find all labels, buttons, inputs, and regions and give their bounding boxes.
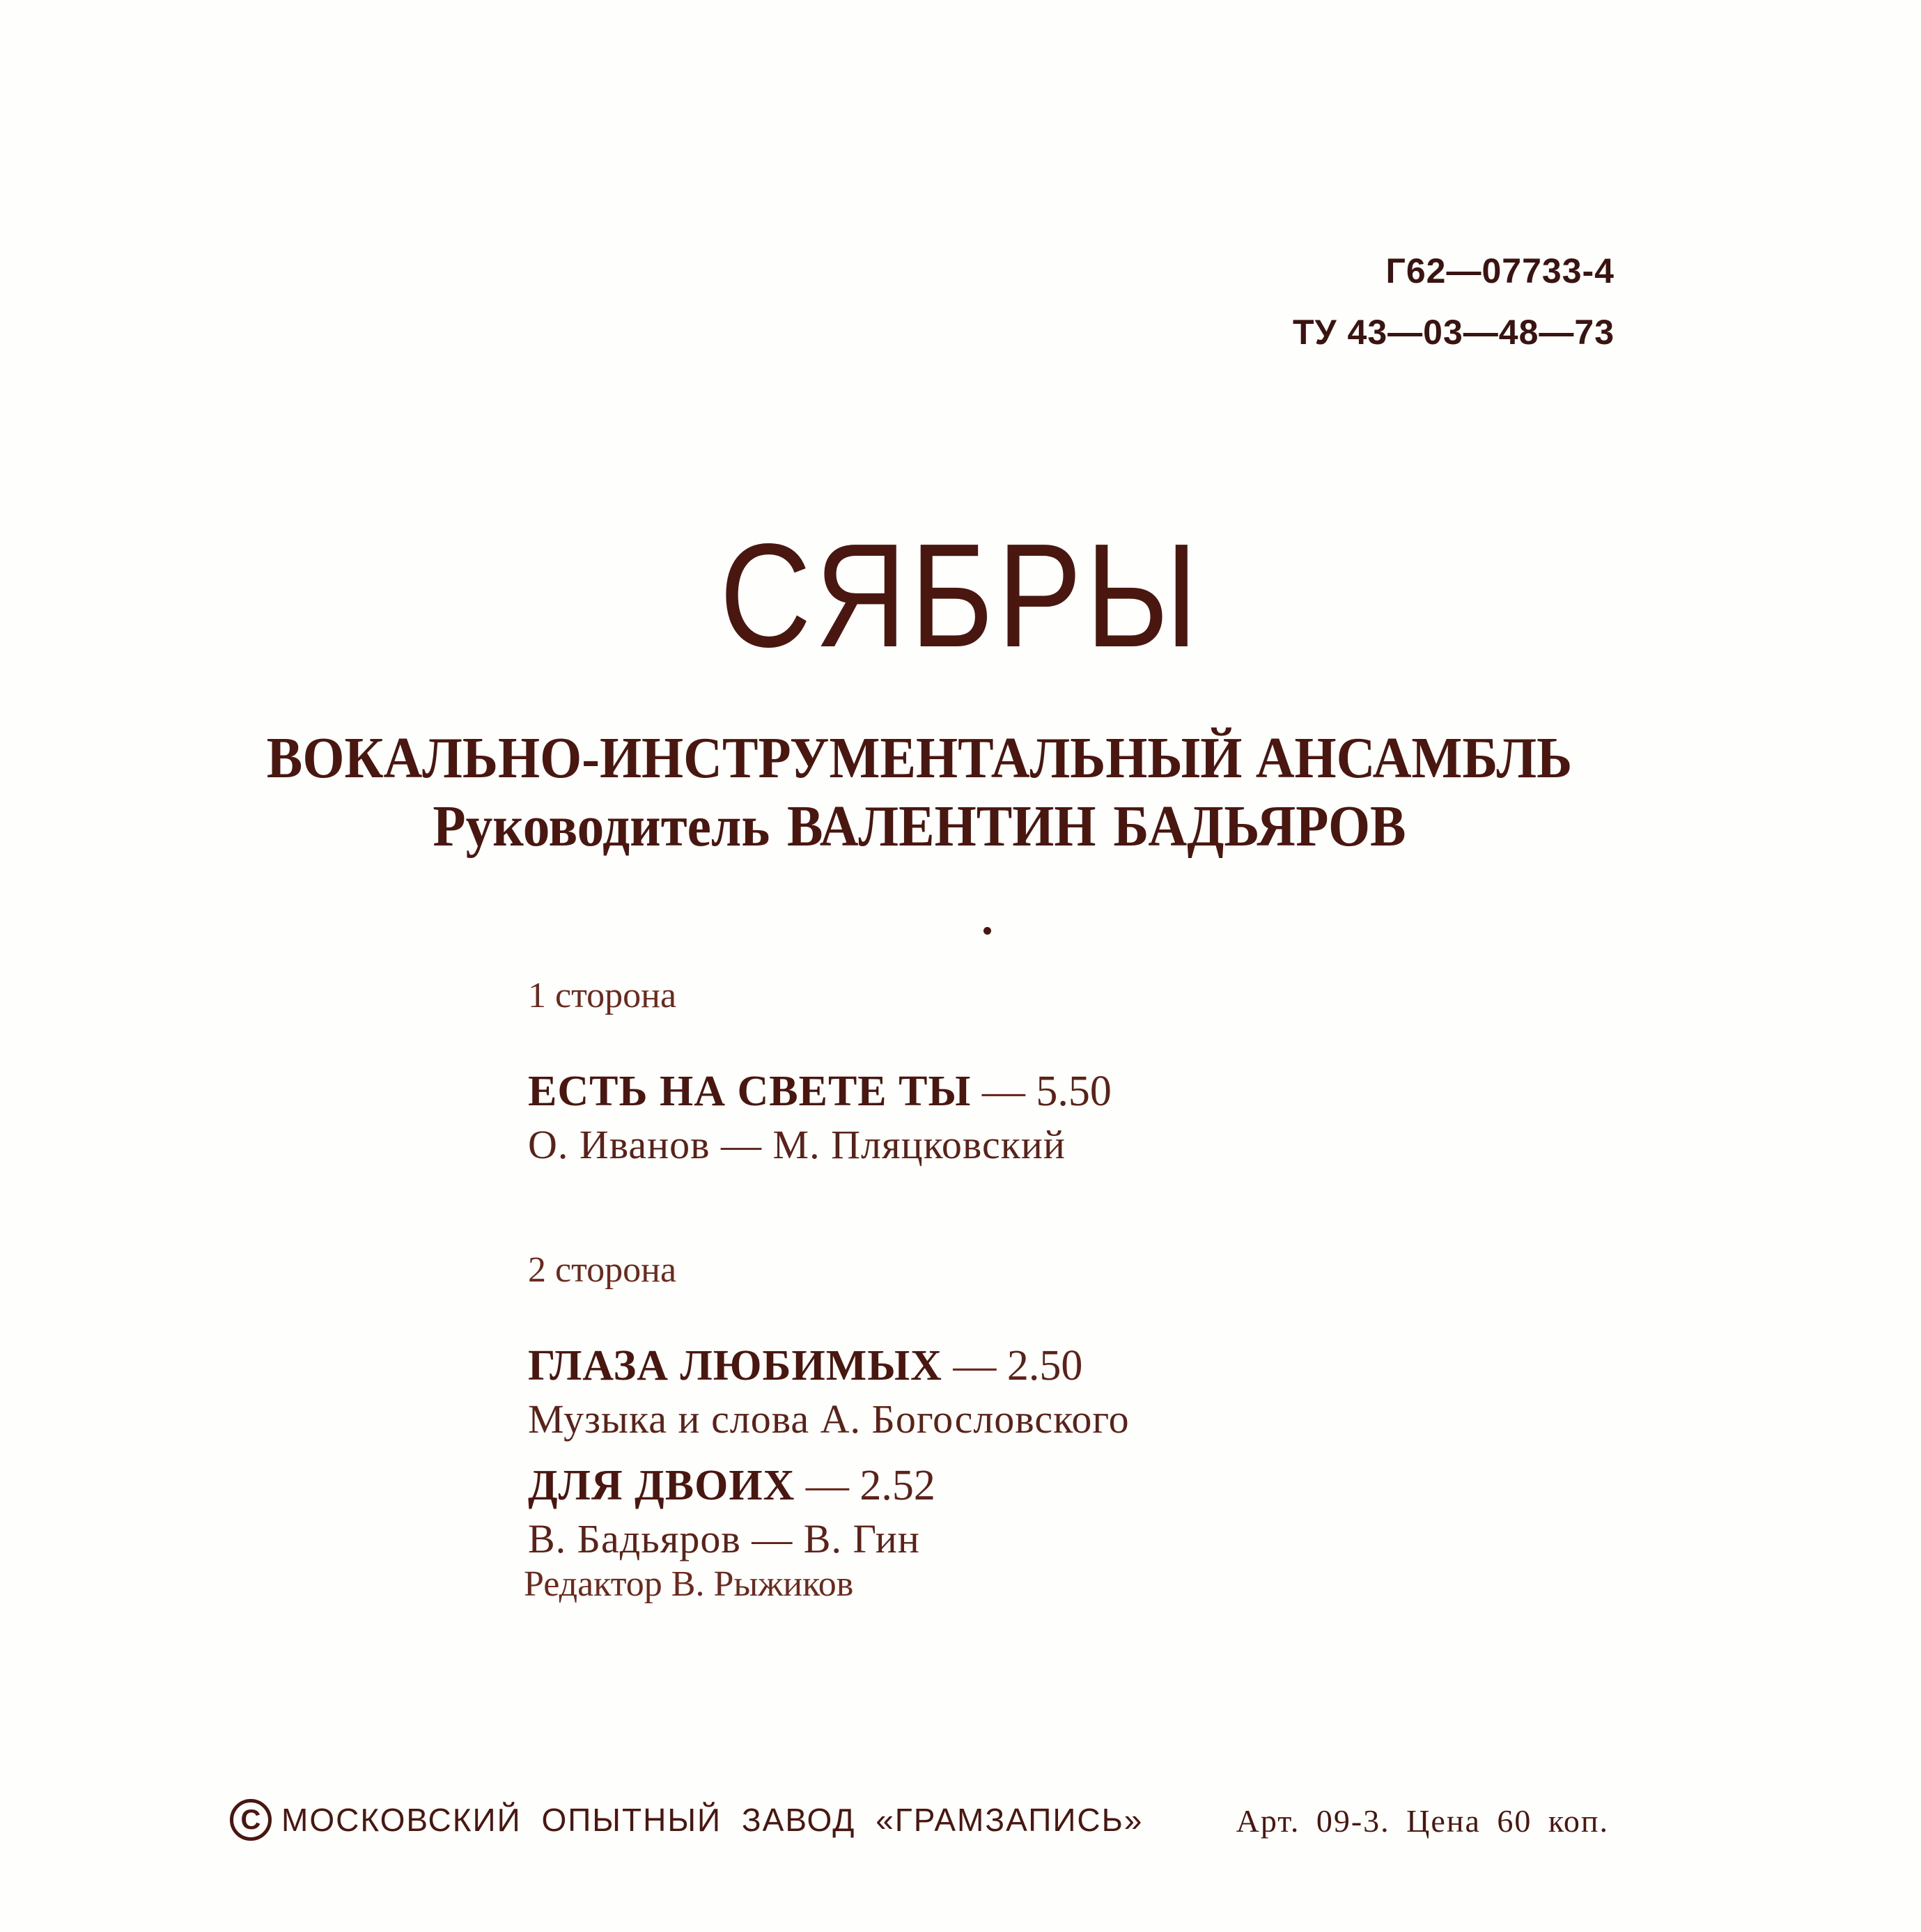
- track-credits: Музыка и слова А. Богословского: [528, 1396, 1130, 1442]
- ensemble-leader: Руководитель ВАЛЕНТИН БАДЬЯРОВ: [433, 794, 1406, 859]
- track-title: ГЛАЗА ЛЮБИМЫХ: [528, 1342, 942, 1389]
- track-item: [528, 1458, 1503, 1565]
- article-price: Арт. 09-3. Цена 60 коп.: [1236, 1803, 1609, 1839]
- album-title: СЯБРЫ: [720, 513, 1201, 678]
- catalog-codes: [1293, 240, 1615, 363]
- album-subtitle: [74, 724, 1766, 861]
- track-dash: —: [953, 1342, 997, 1389]
- side-label: 2 сторона: [528, 1250, 677, 1290]
- track-dash: —: [805, 1462, 849, 1509]
- ensemble-description: ВОКАЛЬНО-ИНСТРУМЕНТАЛЬНЫЙ АНСАМБЛЬ: [266, 726, 1573, 790]
- track-item: [528, 1064, 1503, 1171]
- ornament-dot: [983, 927, 991, 935]
- side-1: [528, 972, 1503, 1171]
- track-title: ЕСТЬ НА СВЕТЕ ТЫ: [528, 1068, 972, 1115]
- standard-number: ТУ 43—03—48—73: [1293, 313, 1615, 352]
- publisher-name: МОСКОВСКИЙ ОПЫТНЫЙ ЗАВОД «ГРАМЗАПИСЬ»: [281, 1802, 1144, 1838]
- editor-credit: Редактор В. Рыжиков: [524, 1564, 854, 1604]
- track-dash: —: [981, 1068, 1025, 1115]
- track-credits: В. Бадьяров — В. Гин: [528, 1516, 920, 1561]
- track-title: ДЛЯ ДВОИХ: [528, 1462, 795, 1509]
- track-duration: 2.52: [860, 1462, 935, 1509]
- publisher-line: [230, 1795, 1143, 1844]
- track-duration: 2.50: [1006, 1342, 1083, 1389]
- track-credits: О. Иванов — М. Пляцковский: [528, 1122, 1066, 1167]
- side-2: [528, 1246, 1503, 1565]
- side-label: 1 сторона: [528, 976, 677, 1015]
- catalog-number: Г62—07733-4: [1385, 251, 1615, 290]
- track-item: [528, 1338, 1503, 1445]
- track-listing: [528, 972, 1503, 1565]
- track-duration: 5.50: [1036, 1068, 1112, 1115]
- copyright-icon: C: [230, 1799, 272, 1841]
